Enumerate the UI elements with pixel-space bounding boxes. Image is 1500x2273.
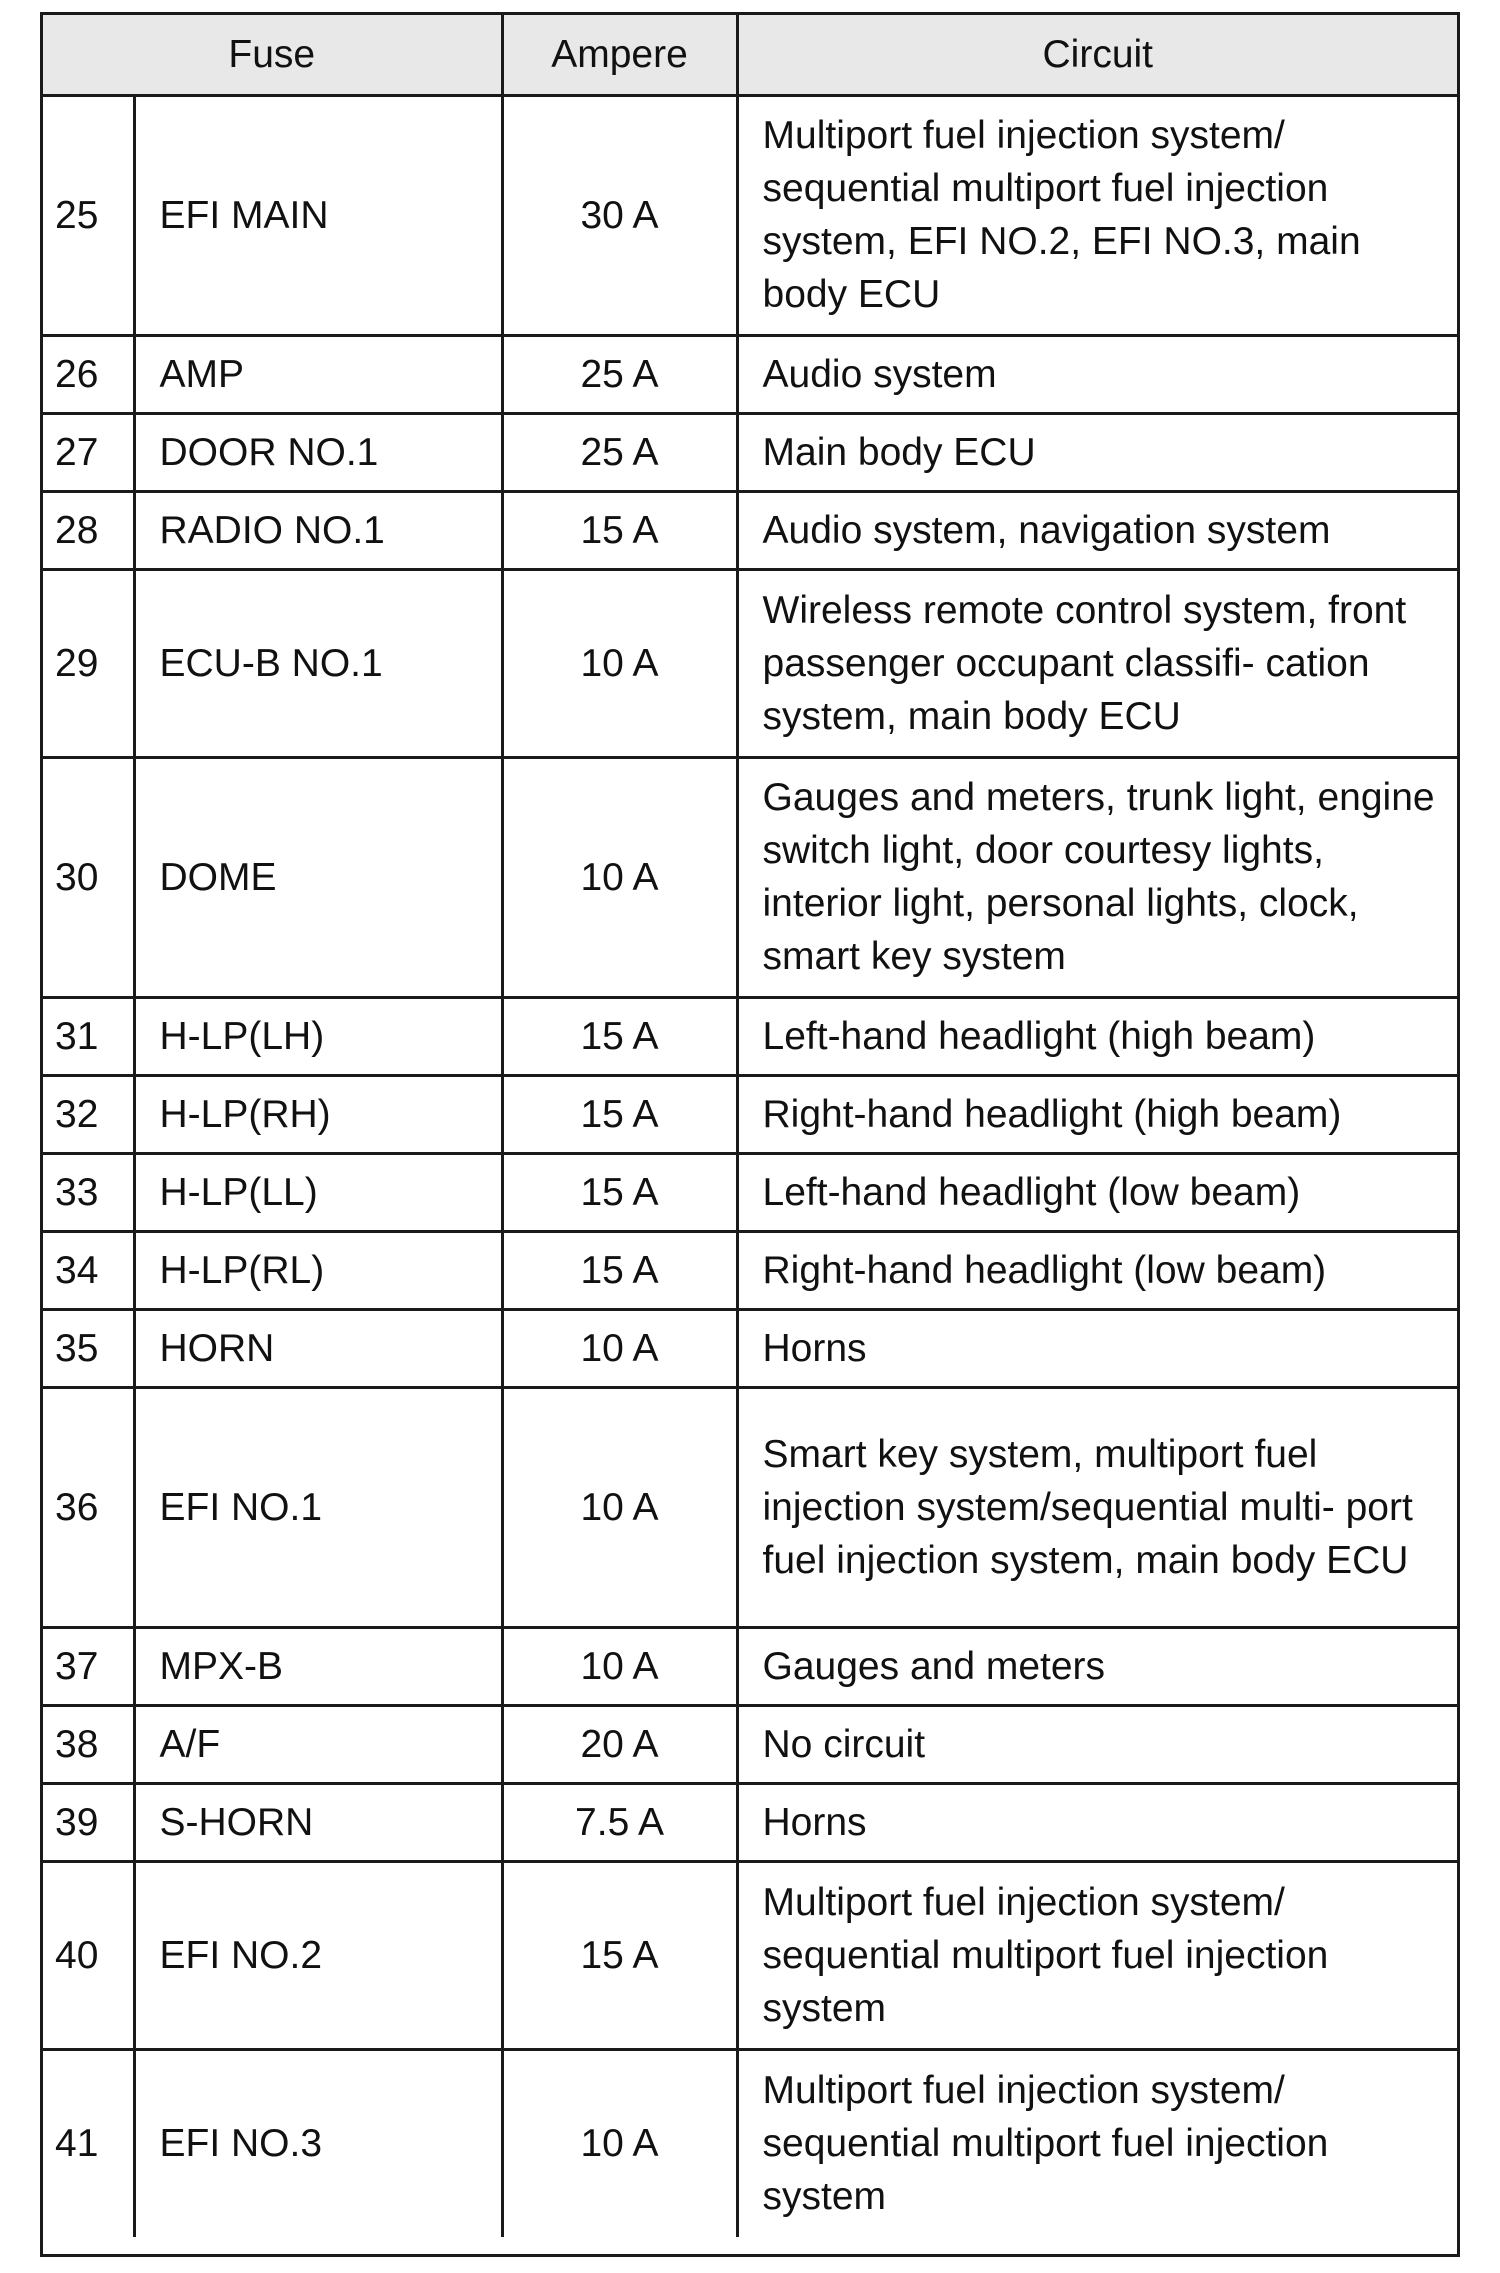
column-header-circuit: Circuit [737,15,1457,95]
ampere-cell: 10 A [502,2049,737,2237]
fuse-name-cell: DOOR NO.1 [134,413,502,491]
ampere-cell: 15 A [502,1231,737,1309]
table-row [43,1231,1457,1309]
fuse-name-cell: S-HORN [134,1783,502,1861]
circuit-cell: Horns [737,1309,1457,1387]
circuit-cell: Right-hand headlight (high beam) [737,1075,1457,1153]
ampere-cell: 10 A [502,1627,737,1705]
table-row [43,569,1457,757]
table-row [43,2049,1457,2237]
fuse-table [43,15,1457,2237]
table-row [43,335,1457,413]
fuse-number-cell: 36 [43,1387,134,1627]
fuse-number-cell: 39 [43,1783,134,1861]
fuse-number-cell: 29 [43,569,134,757]
fuse-number-cell: 26 [43,335,134,413]
fuse-name-cell: H-LP(LH) [134,997,502,1075]
fuse-number-cell: 41 [43,2049,134,2237]
fuse-name-cell: EFI MAIN [134,95,502,335]
circuit-cell: Multiport fuel injection system/ sequential multiport fuel injection system [737,1861,1457,2049]
ampere-cell: 10 A [502,569,737,757]
fuse-name-cell: EFI NO.3 [134,2049,502,2237]
table-row [43,1153,1457,1231]
table-row [43,1309,1457,1387]
circuit-cell: Audio system, navigation system [737,491,1457,569]
ampere-cell: 7.5 A [502,1783,737,1861]
fuse-name-cell: H-LP(RH) [134,1075,502,1153]
circuit-cell: Horns [737,1783,1457,1861]
ampere-cell: 10 A [502,757,737,997]
column-header-ampere: Ampere [502,15,737,95]
fuse-number-cell: 34 [43,1231,134,1309]
table-row [43,1861,1457,2049]
circuit-cell: Left-hand headlight (low beam) [737,1153,1457,1231]
fuse-name-cell: ECU-B NO.1 [134,569,502,757]
fuse-name-cell: MPX-B [134,1627,502,1705]
fuse-number-cell: 40 [43,1861,134,2049]
table-row [43,1387,1457,1627]
table-row [43,491,1457,569]
table-row [43,95,1457,335]
ampere-cell: 15 A [502,997,737,1075]
ampere-cell: 15 A [502,491,737,569]
circuit-cell: Multiport fuel injection system/ sequential multiport fuel injection system [737,2049,1457,2237]
table-row [43,1627,1457,1705]
circuit-cell: Smart key system, multiport fuel injection system/sequential multi- port fuel injection system, main body ECU [737,1387,1457,1627]
fuse-number-cell: 28 [43,491,134,569]
table-body [43,95,1457,2237]
fuse-number-cell: 31 [43,997,134,1075]
fuse-name-cell: EFI NO.1 [134,1387,502,1627]
column-header-fuse: Fuse [43,15,502,95]
circuit-cell: Wireless remote control system, front passenger occupant classifi- cation system, main body ECU [737,569,1457,757]
fuse-name-cell: A/F [134,1705,502,1783]
ampere-cell: 20 A [502,1705,737,1783]
circuit-cell: Gauges and meters, trunk light, engine switch light, door courtesy lights, interior light, personal lights, clock, smart key system [737,757,1457,997]
fuse-number-cell: 38 [43,1705,134,1783]
fuse-name-cell: HORN [134,1309,502,1387]
table-row [43,1705,1457,1783]
table-row [43,413,1457,491]
circuit-cell: Main body ECU [737,413,1457,491]
ampere-cell: 10 A [502,1387,737,1627]
circuit-cell: Gauges and meters [737,1627,1457,1705]
circuit-cell: No circuit [737,1705,1457,1783]
ampere-cell: 15 A [502,1153,737,1231]
fuse-name-cell: DOME [134,757,502,997]
circuit-cell: Left-hand headlight (high beam) [737,997,1457,1075]
table-row [43,997,1457,1075]
fuse-number-cell: 37 [43,1627,134,1705]
table-row [43,1075,1457,1153]
fuse-table-frame [40,12,1460,2257]
ampere-cell: 25 A [502,335,737,413]
fuse-number-cell: 30 [43,757,134,997]
ampere-cell: 10 A [502,1309,737,1387]
table-header-row [43,15,1457,95]
fuse-name-cell: EFI NO.2 [134,1861,502,2049]
table-row [43,757,1457,997]
ampere-cell: 15 A [502,1075,737,1153]
ampere-cell: 30 A [502,95,737,335]
circuit-cell: Right-hand headlight (low beam) [737,1231,1457,1309]
fuse-number-cell: 33 [43,1153,134,1231]
table-row [43,1783,1457,1861]
circuit-cell: Audio system [737,335,1457,413]
ampere-cell: 25 A [502,413,737,491]
fuse-number-cell: 27 [43,413,134,491]
fuse-name-cell: AMP [134,335,502,413]
ampere-cell: 15 A [502,1861,737,2049]
fuse-name-cell: H-LP(LL) [134,1153,502,1231]
fuse-name-cell: RADIO NO.1 [134,491,502,569]
circuit-cell: Multiport fuel injection system/ sequential multiport fuel injection system, EFI NO.2, EFI NO.3, main body ECU [737,95,1457,335]
fuse-number-cell: 25 [43,95,134,335]
fuse-number-cell: 32 [43,1075,134,1153]
fuse-number-cell: 35 [43,1309,134,1387]
fuse-name-cell: H-LP(RL) [134,1231,502,1309]
